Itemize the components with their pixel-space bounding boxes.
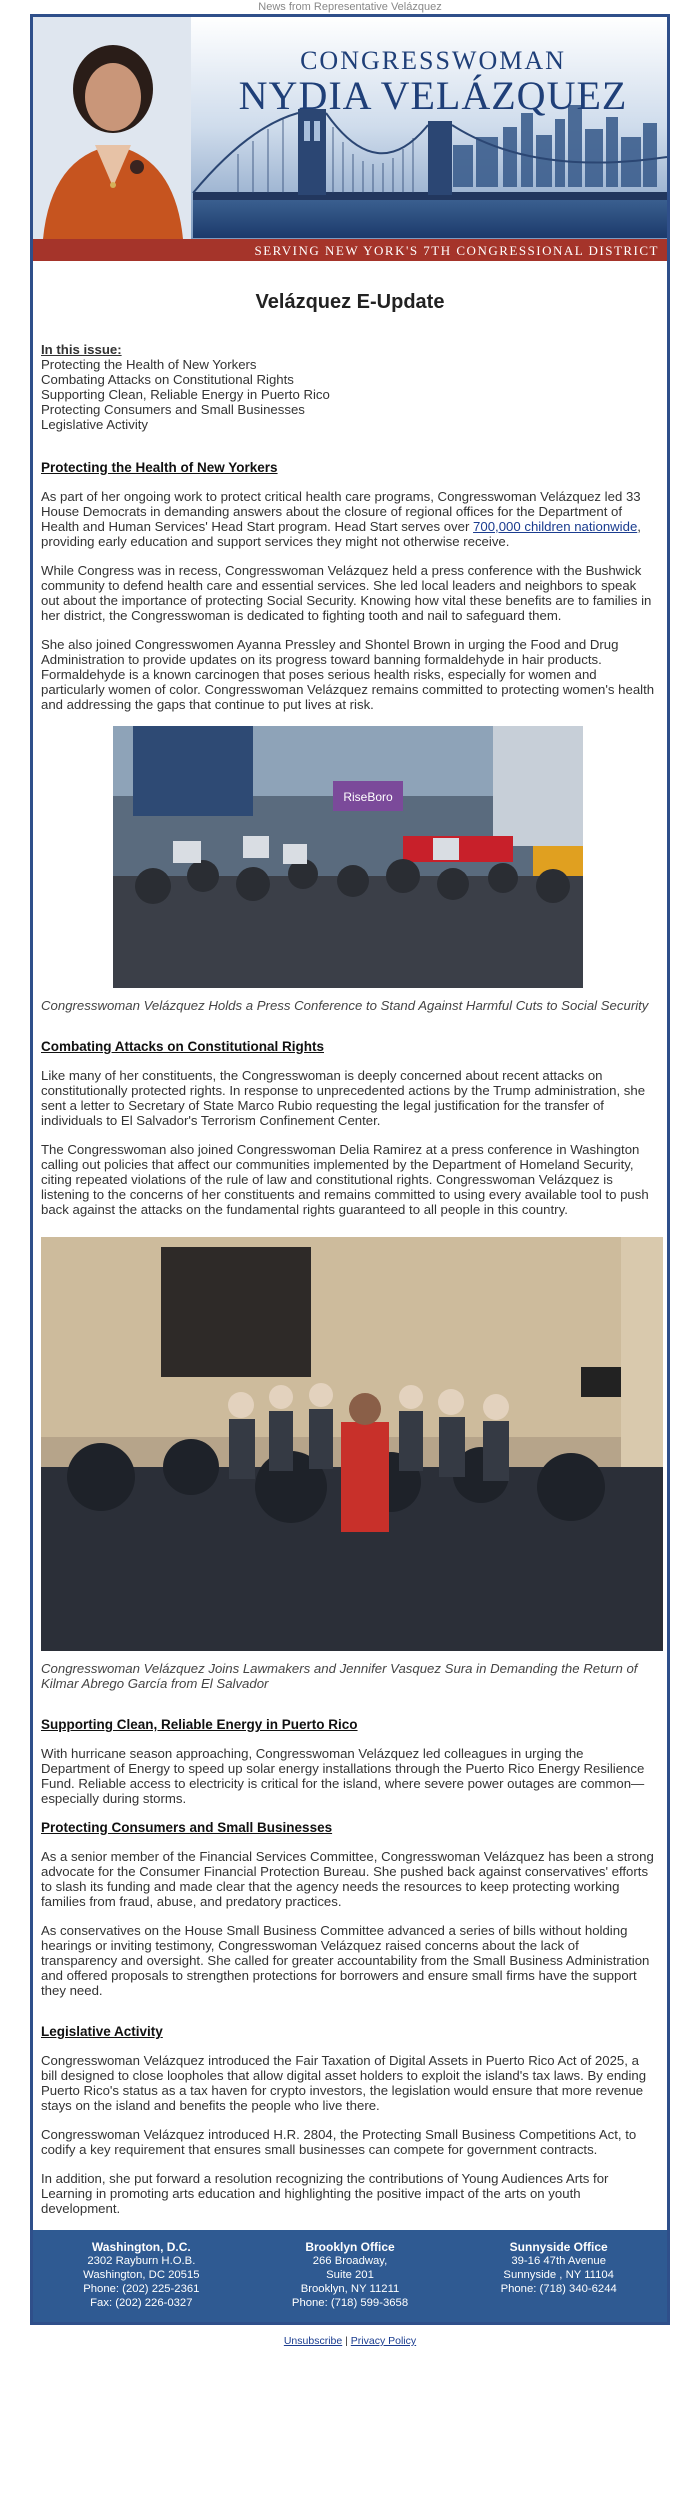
section-legislative-activity <box>41 2024 655 2216</box>
footer-links <box>0 2335 700 2347</box>
office-line: Brooklyn, NY 11211 <box>300 2283 400 2295</box>
preheader-text: News from Representative Velázquez <box>258 1 442 13</box>
office-line: Sunnyside , NY 11104 <box>503 2269 614 2281</box>
newsletter-body <box>33 342 667 2216</box>
office-line: Washington, DC 20515 <box>83 2269 200 2281</box>
office-line: 39-16 47th Avenue <box>511 2255 606 2267</box>
banner-line1: CONGRESSWOMAN <box>300 46 566 75</box>
office-line: Suite 201 <box>326 2269 374 2281</box>
section-heading: Protecting the Health of New Yorkers <box>41 460 278 475</box>
section-clean-energy <box>41 1717 655 1806</box>
paragraph: While Congress was in recess, Congresswoman Velázquez held a press conference with the Bushwick community to defend health care and essential services. She led local leaders and neighbors to speak out about the importance of protecting Social Security. Knowing how vital these benefits are to families in her district, the Congresswoman is dedicated to fighting tooth and nail to safeguard them. <box>41 563 652 623</box>
office-line: Phone: (202) 225-2361 <box>83 2283 200 2295</box>
office-line: Phone: (718) 340-6244 <box>500 2283 617 2295</box>
paragraph: Like many of her constituents, the Congresswoman is deeply concerned about recent attacks on constitutionally protected rights. In response to unprecedented actions by the Trump administration, she sent a letter to Secretary of State Marco Rubio requesting the legal justification for the transfer of individuals to El Salvador's Terrorism Confinement Center. <box>41 1068 646 1128</box>
paragraph: Congresswoman Velázquez introduced H.R. 2804, the Protecting Small Business Competitions Act, to codify a key requirement that ensures small businesses can compete for government contracts. <box>41 2127 637 2157</box>
section-heading: Supporting Clean, Reliable Energy in Puerto Rico <box>41 1717 358 1732</box>
banner-tagline: SERVING NEW YORK'S 7TH CONGRESSIONAL DISTRICT <box>254 243 659 258</box>
photo-caption: Congresswoman Velázquez Joins Lawmakers and Jennifer Vasquez Sura in Demanding the Return of Kilmar Abrego García from El Salvador <box>41 1661 638 1691</box>
office-sunnyside <box>454 2240 663 2310</box>
section-heading: Protecting Consumers and Small Businesses <box>41 1820 333 1835</box>
newsletter-frame <box>30 14 670 2325</box>
section-consumers-small-business <box>41 1820 655 1998</box>
unsubscribe-link[interactable]: Unsubscribe <box>283 2335 343 2347</box>
page-title: Velázquez E-Update <box>255 291 445 313</box>
office-washington <box>37 2240 246 2310</box>
toc-heading: In this issue: <box>41 342 122 357</box>
section-heading: Combating Attacks on Constitutional Rights <box>41 1039 324 1054</box>
paragraph: Congresswoman Velázquez introduced the Fair Taxation of Digital Assets in Puerto Rico Act of 2025, a bill designed to close loopholes that allow digital asset holders to exploit the island's tax laws. By ending Puerto Rico's status as a tax haven for crypto investors, the legislation would ensure that more revenue stays on the island and benefits the people who live there. <box>41 2053 647 2113</box>
paragraph: In addition, she put forward a resolution recognizing the contributions of Young Audiences Arts for Learning in promoting arts education and highlighting the positive impact of the arts on youth development. <box>41 2171 609 2216</box>
office-name: Brooklyn Office <box>305 2240 395 2254</box>
paragraph-text: As part of her ongoing work to protect critical health care programs, Congresswoman Velázquez led 33 House Democrats in demanding answers about the closure of regional offices for the Department of Health and Human Services' Head Start program. Head Start serves over <box>41 489 641 534</box>
paragraph: The Congresswoman also joined Congresswoman Delia Ramirez at a press conference in Washington calling out policies that affect our communities implemented by the Department of Homeland Security, citing repeated violations of the rule of law and constitutional rights. Congresswoman Velázquez is listening to the concerns of her constituents and remains committed to using every available tool to push back against the attacks on the fundamental rights guaranteed to all people in this country. <box>41 1142 649 1217</box>
header-banner <box>33 17 667 261</box>
toc-item: Protecting Consumers and Small Businesses <box>41 402 305 417</box>
section-constitutional-rights <box>41 1039 655 1691</box>
paragraph: As a senior member of the Financial Services Committee, Congresswoman Velázquez has been a strong advocate for the Consumer Financial Protection Bureau. She pushed back against conservatives' efforts to slash its funding and made clear that the agency needs the resources to keep protecting working families from fraud, abuse, and predatory practices. <box>41 1849 654 1909</box>
office-name: Washington, D.C. <box>91 2240 191 2254</box>
toc-item: Legislative Activity <box>41 417 149 432</box>
photo-caption: Congresswoman Velázquez Holds a Press Conference to Stand Against Harmful Cuts to Social Security <box>41 998 649 1013</box>
privacy-policy-link[interactable]: Privacy Policy <box>350 2335 417 2347</box>
photo-sign-text: RiseBoro <box>343 790 393 804</box>
office-line: 2302 Rayburn H.O.B. <box>87 2255 196 2267</box>
banner-line2: NYDIA VELÁZQUEZ <box>238 73 628 118</box>
office-line: Fax: (202) 226-0327 <box>90 2297 193 2309</box>
toc-item: Combating Attacks on Constitutional Rights <box>41 372 294 387</box>
paragraph: As conservatives on the House Small Business Committee advanced a series of bills without holding hearings or inviting testimony, Congresswoman Velázquez raised concerns about the lack of transparency and oversight. She called for greater accountability from the Small Business Administration and offered proposals to strengthen protections for borrowers and ensure small firms have the support they need. <box>41 1923 650 1998</box>
paragraph-text: , providing early education and support services they might not otherwise receive. <box>41 519 641 549</box>
toc-item: Supporting Clean, Reliable Energy in Puerto Rico <box>41 387 330 402</box>
paragraph: With hurricane season approaching, Congresswoman Velázquez led colleagues in urging the Department of Energy to speed up solar energy installations through the Puerto Rico Energy Resilience Fund. Reliable access to electricity is critical for the island, where severe power outages are common—especially during storms. <box>41 1746 645 1806</box>
head-start-link[interactable]: 700,000 children nationwide <box>473 519 638 534</box>
press-conference-photo <box>113 726 583 988</box>
link-separator: | <box>345 2335 348 2347</box>
office-line: Phone: (718) 599-3658 <box>291 2297 409 2309</box>
congresswoman-portrait <box>33 17 191 239</box>
paragraph <box>41 489 655 549</box>
section-heading: Legislative Activity <box>41 2024 163 2039</box>
banner-graphic <box>33 17 667 261</box>
office-line: 266 Broadway, <box>312 2255 388 2267</box>
toc-item: Protecting the Health of New Yorkers <box>41 357 257 372</box>
table-of-contents <box>41 342 655 432</box>
section-health <box>41 460 655 1013</box>
lawmakers-press-photo <box>41 1237 663 1651</box>
paragraph: She also joined Congresswomen Ayanna Pressley and Shontel Brown in urging the Food and Drug Administration to provide updates on its progress toward banning formaldehyde in hair products. Formaldehyde is a known carcinogen that poses serious health risks, especially for women and particularly women of color. Congresswoman Velázquez remains committed to protecting women's health and addressing the gaps that continue to put lives at risk. <box>41 637 655 712</box>
office-name: Sunnyside Office <box>509 2240 608 2254</box>
office-brooklyn <box>246 2240 455 2310</box>
footer-offices <box>33 2230 667 2322</box>
